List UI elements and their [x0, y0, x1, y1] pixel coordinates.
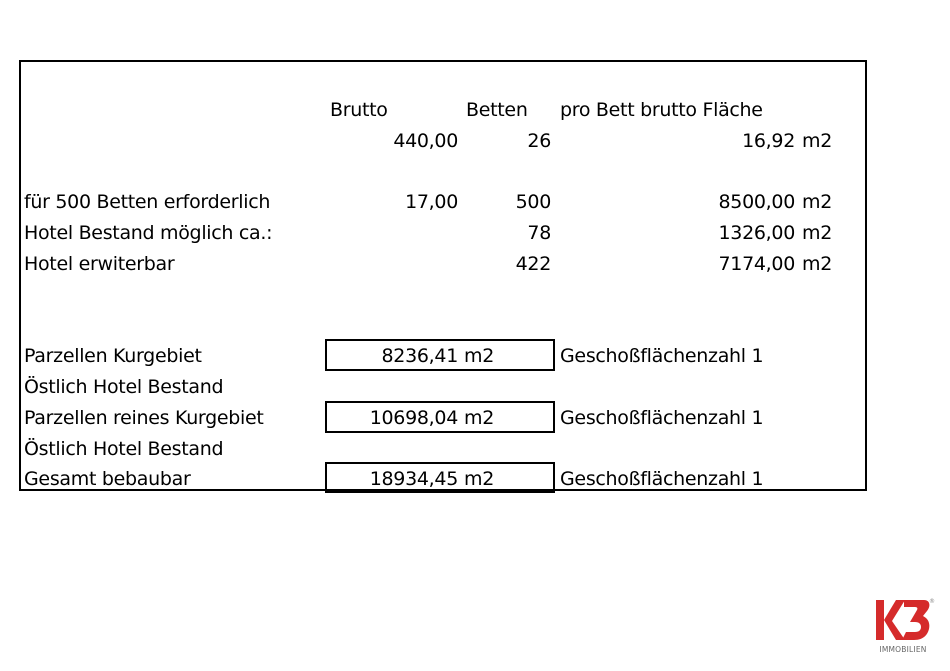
parcel-unit: m2	[464, 407, 494, 429]
base-betten: 26	[527, 130, 551, 152]
row-flaeche: 7174,00	[718, 253, 795, 275]
parcel-value: 8236,41	[381, 345, 458, 367]
parcel-unit: m2	[464, 345, 494, 367]
parcel-sublabel: Östlich Hotel Bestand	[24, 376, 224, 398]
base-unit: m2	[802, 130, 832, 152]
total-value: 18934,45	[369, 468, 458, 490]
row-label: Hotel Bestand möglich ca.:	[24, 222, 273, 244]
parcel-sublabel: Östlich Hotel Bestand	[24, 438, 224, 460]
row-unit: m2	[802, 191, 832, 213]
header-pro-bett: pro Bett brutto Fläche	[560, 99, 763, 121]
calculation-table	[19, 60, 867, 491]
row-flaeche: 1326,00	[718, 222, 795, 244]
row-label: Hotel erwiterbar	[24, 253, 175, 275]
row-betten: 422	[515, 253, 551, 275]
row-brutto: 17,00	[405, 191, 458, 213]
total-label: Gesamt bebaubar	[24, 468, 191, 490]
base-brutto: 440,00	[393, 130, 458, 152]
parcel-note: Geschoßflächenzahl 1	[560, 407, 764, 429]
base-flaeche: 16,92	[742, 130, 795, 152]
registered-mark: ®	[929, 598, 935, 605]
row-label: für 500 Betten erforderlich	[24, 191, 271, 213]
parcel-note: Geschoßflächenzahl 1	[560, 345, 764, 367]
total-note: Geschoßflächenzahl 1	[560, 468, 764, 490]
row-flaeche: 8500,00	[718, 191, 795, 213]
header-betten: Betten	[466, 99, 528, 121]
parcel-label: Parzellen Kurgebiet	[24, 345, 202, 367]
parcel-label: Parzellen reines Kurgebiet	[24, 407, 264, 429]
row-betten: 500	[515, 191, 551, 213]
parcel-value: 10698,04	[369, 407, 458, 429]
row-betten: 78	[527, 222, 551, 244]
total-unit: m2	[464, 468, 494, 490]
row-unit: m2	[802, 253, 832, 275]
header-brutto: Brutto	[330, 99, 388, 121]
logo-subtitle: IMMOBILIEN	[879, 645, 927, 654]
row-unit: m2	[802, 222, 832, 244]
